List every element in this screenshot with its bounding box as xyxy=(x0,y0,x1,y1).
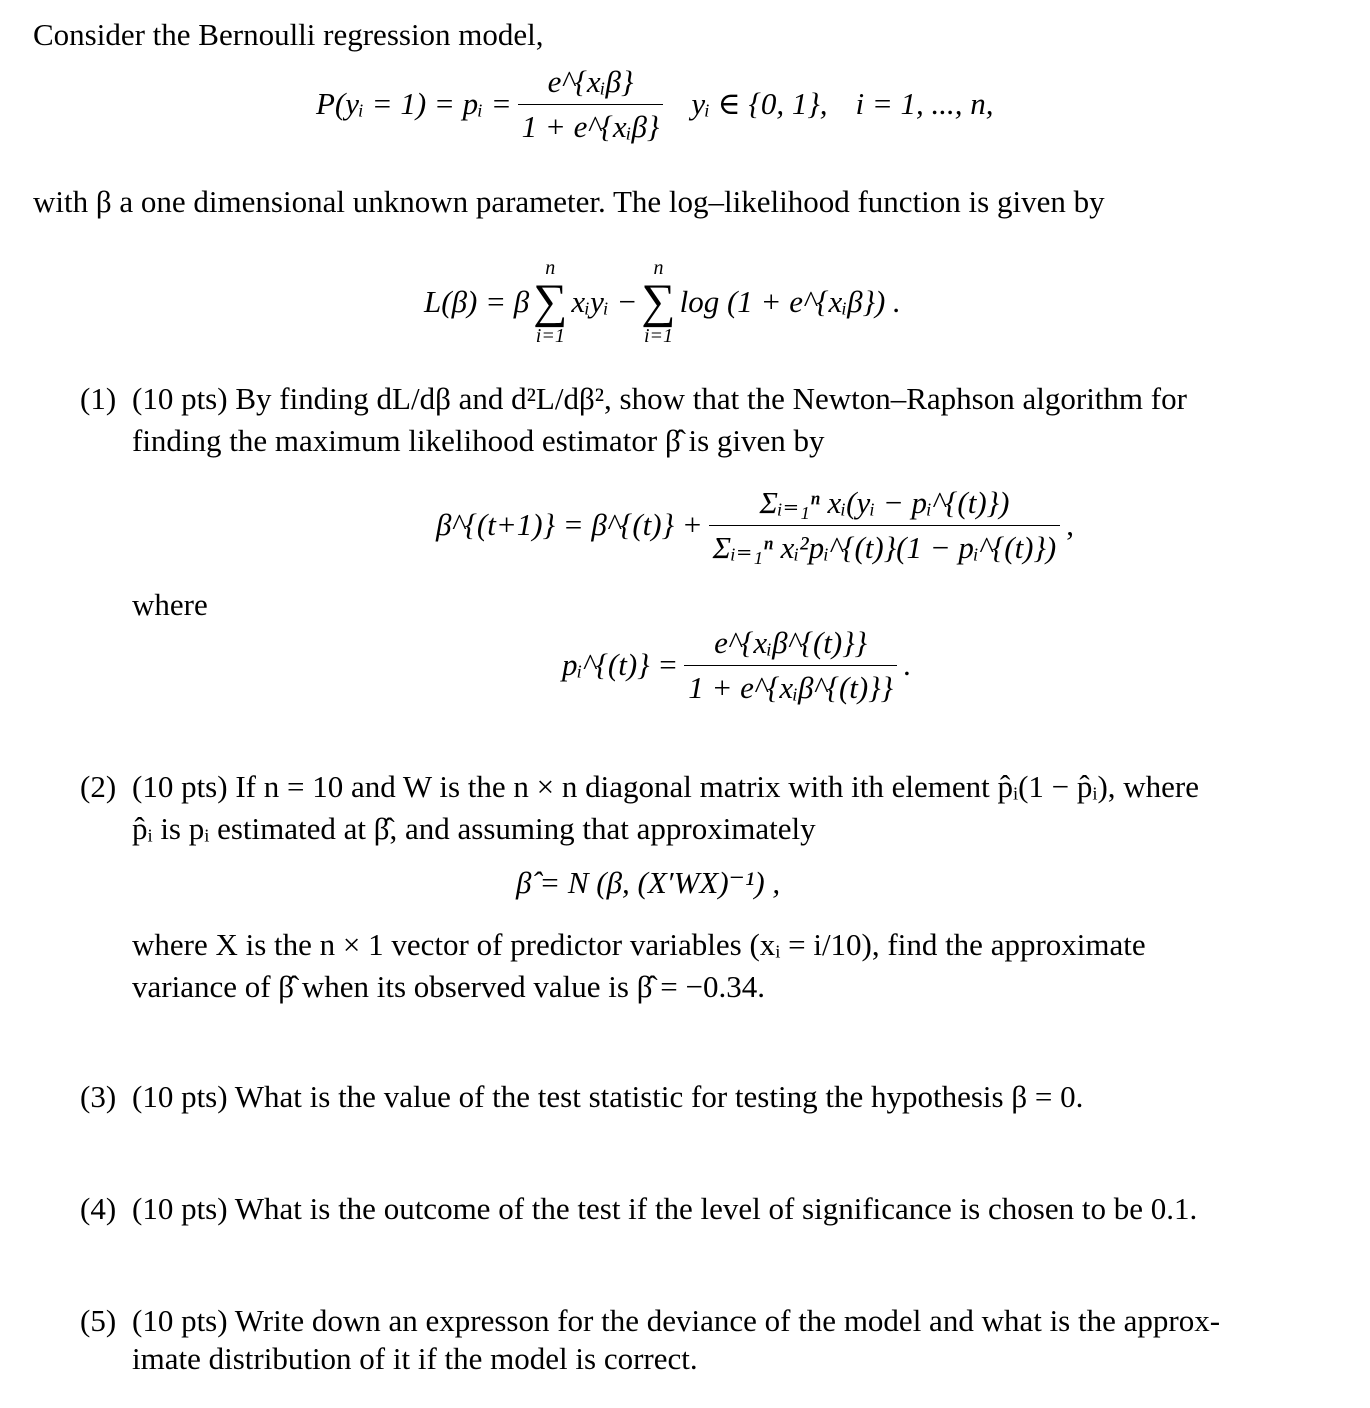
sum-upper-2: n xyxy=(653,257,664,279)
q2-line2: p̂ᵢ is pᵢ estimated at β̂, and assuming that approximately xyxy=(132,811,816,846)
p-fraction xyxy=(684,624,897,705)
q2-line4: variance of β̂ when its observed value is β̂ = −0.34. xyxy=(132,969,765,1004)
model-lhs: P(yᵢ = 1) = pᵢ = xyxy=(316,86,512,122)
p-denominator: 1 + e^{xᵢβ^{(t)}} xyxy=(684,665,897,706)
q1-line1: (10 pts) By finding dL/dβ and d²L/dβ², show that the Newton–Raphson algorithm for xyxy=(132,381,1187,416)
q3-label: (3) xyxy=(80,1079,117,1114)
nr-denominator: Σᵢ₌₁ⁿ xᵢ²pᵢ^{(t)}(1 − pᵢ^{(t)}) xyxy=(709,525,1061,566)
newton-raphson-equation: β^{(t+1)} = β^{(t)} + $\frac{\text{Σᵢ₌₁ⁿ xᵢ(yᵢ − pᵢ\textasciicircum{}\{(t)\})}}{\text{Σᵢ₌₁ⁿ xᵢ²pᵢ\textasciicircum{}\{(t)\}(1 − pᵢ\textasciicircum{}\{(t)\})}}$ , xyxy=(436,485,1074,565)
model-support: yᵢ ∈ {0, 1}, xyxy=(691,86,828,122)
loglik-term1: xᵢyᵢ − xyxy=(571,284,638,320)
q4-text: (10 pts) What is the outcome of the test if the level of significance is chosen to be 0.1. xyxy=(132,1191,1198,1226)
model-equation xyxy=(316,66,994,142)
sum-symbol-2: n ∑ i=1 xyxy=(641,257,676,347)
q1-line2: finding the maximum likelihood estimator β̂ is given by xyxy=(132,423,825,458)
model-fraction xyxy=(518,63,664,144)
loglik-equation xyxy=(424,250,901,354)
sum-symbol-1: n ∑ i=1 xyxy=(533,257,568,347)
q5-line2: imate distribution of it if the model is correct. xyxy=(132,1341,698,1376)
loglik-lhs: L(β) = β xyxy=(424,284,530,320)
nr-lhs: β^{(t+1)} = β^{(t)} + xyxy=(436,507,703,543)
p-equation: pᵢ^{(t)} = $\frac{\text{e\textasciicircum{}\{xᵢβ\textasciicircum{}\{(t)\}\}}}{\text{1 + e\textasciicircum{}\{xᵢβ\textasciicircum{}\{(t)\}\}}}$ . xyxy=(562,625,911,705)
sum-lower-2: i=1 xyxy=(643,325,674,347)
model-denominator: 1 + e^{xᵢβ} xyxy=(518,104,664,145)
q3-text: (10 pts) What is the value of the test statistic for testing the hypothesis β = 0. xyxy=(132,1079,1084,1114)
q2-distribution-equation: β̂ = N (β, (X′WX)⁻¹) , xyxy=(516,865,781,900)
q4-label: (4) xyxy=(80,1191,117,1226)
p-lhs: pᵢ^{(t)} = xyxy=(562,647,679,683)
q1-label: (1) xyxy=(80,381,117,416)
q2-line1: (10 pts) If n = 10 and W is the n × n diagonal matrix with ith element p̂ᵢ(1 − p̂ᵢ), where xyxy=(132,769,1200,804)
loglik-term2: log (1 + e^{xᵢβ}) . xyxy=(679,284,901,320)
q2-label: (2) xyxy=(80,769,117,804)
loglik-intro: with β a one dimensional unknown parameter. The log–likelihood function is given by xyxy=(33,184,1105,219)
q2-line3: where X is the n × 1 vector of predictor variables (xᵢ = i/10), find the approximate xyxy=(132,927,1146,962)
nr-fraction xyxy=(709,484,1061,565)
nr-numerator: Σᵢ₌₁ⁿ xᵢ(yᵢ − pᵢ^{(t)}) xyxy=(759,485,1010,521)
model-index: i = 1, ..., n, xyxy=(855,86,994,122)
where-label: where xyxy=(132,587,208,622)
q5-line1: (10 pts) Write down an expresson for the deviance of the model and what is the approx- xyxy=(132,1303,1221,1338)
model-numerator: e^{xᵢβ} xyxy=(547,64,634,100)
sum-lower-1: i=1 xyxy=(535,325,565,347)
intro-text: Consider the Bernoulli regression model, xyxy=(33,17,544,52)
p-numerator: e^{xᵢβ^{(t)}} xyxy=(714,625,868,661)
sum-upper-1: n xyxy=(545,257,556,279)
q5-label: (5) xyxy=(80,1303,117,1338)
